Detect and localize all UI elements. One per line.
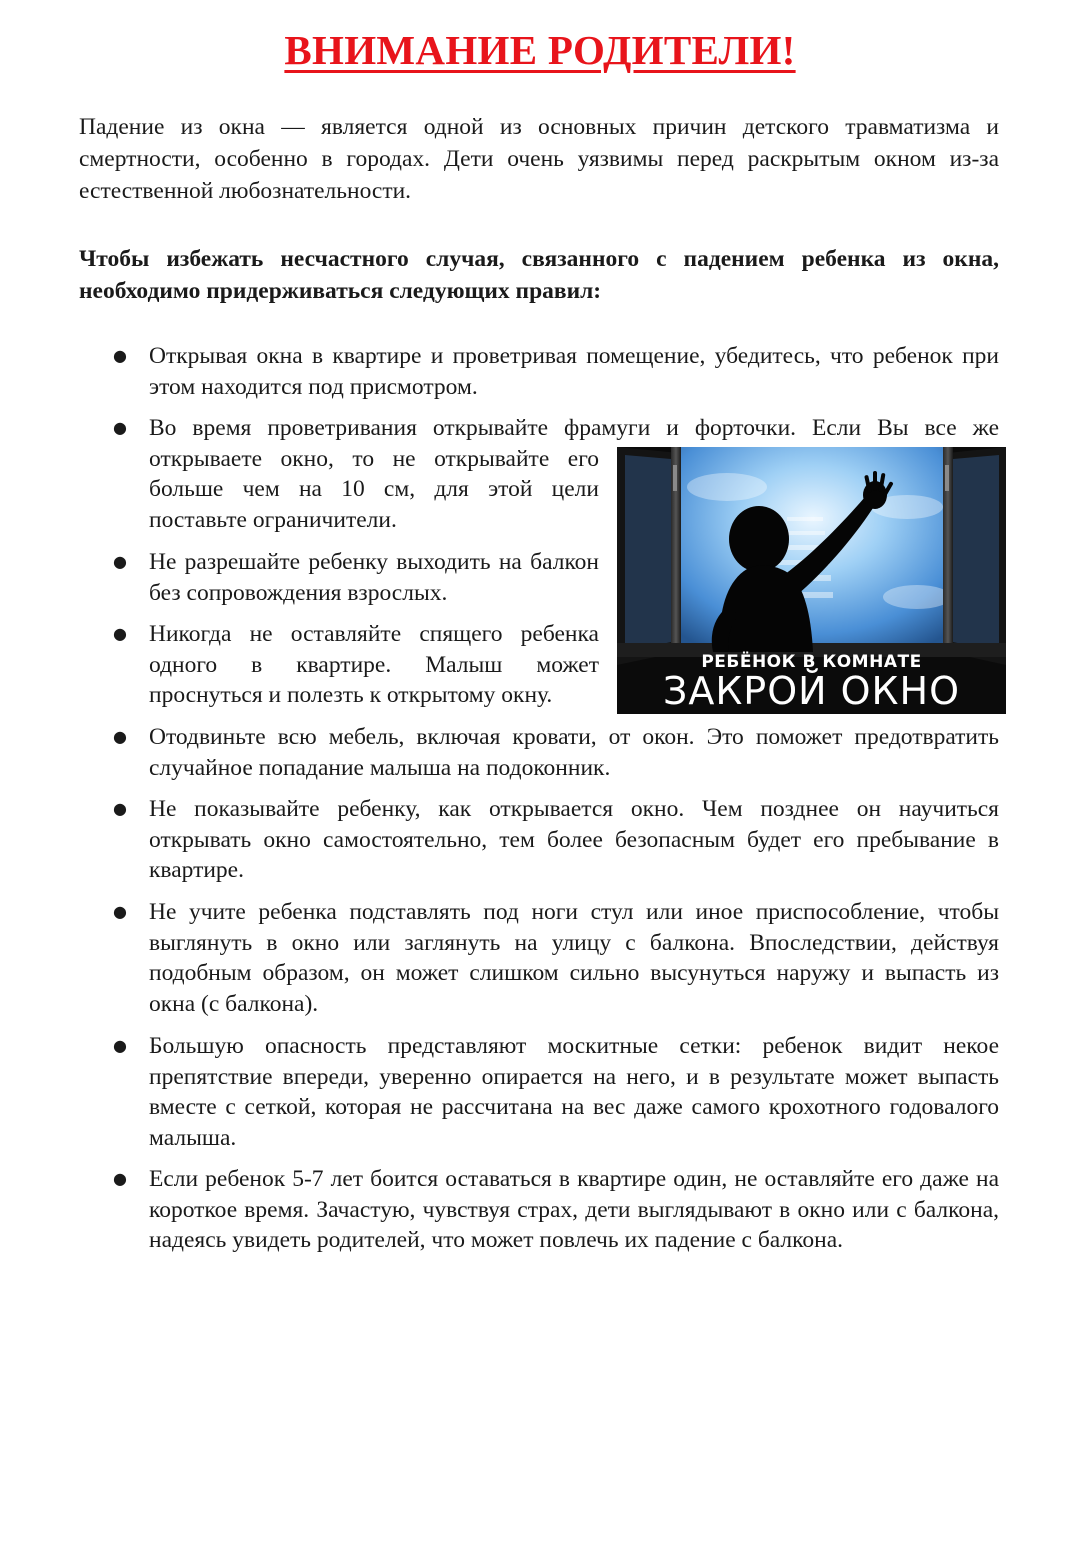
bullet-icon: ● (113, 902, 127, 921)
bullet-icon: ● (113, 418, 127, 437)
rule-item (113, 722, 999, 784)
bullet-icon: ● (113, 346, 127, 365)
rule-item (113, 547, 599, 609)
rule-item (113, 1031, 999, 1155)
bullet-icon: ● (113, 624, 127, 643)
bullet-icon: ● (113, 727, 127, 746)
bullet-icon: ● (113, 1036, 127, 1055)
rule-text: Отодвиньте всю мебель, включая кровати, от окон. Это поможет предотвратить случайное попадание малыша на подоконник. (149, 724, 999, 781)
rule-item (113, 897, 999, 1021)
rule-text: Не разрешайте ребенку выходить на балкон без сопровождения взрослых. (149, 549, 599, 606)
rule-item (113, 794, 999, 887)
intro-paragraph: Падение из окна — является одной из основных причин детского травматизма и смертности, особенно в городах. Дети очень уязвимы перед раскрытым окном из-за естественной любознательности. (79, 114, 999, 204)
rule-text-line-1: Во время проветривания открывайте фрамуги и форточки. Если Вы все же (149, 415, 999, 441)
poster-caption-small: РЕБЁНОК В КОМНАТЕ (701, 652, 922, 672)
bullet-icon: ● (113, 1169, 127, 1188)
rules-lead-paragraph: Чтобы избежать несчастного случая, связанного с падением ребенка из окна, необходимо придерживаться следующих правил: (79, 246, 999, 304)
rule-text: Не учите ребенка подставлять под ноги стул или иное приспособление, чтобы выглянуть в окно или заглянуть на улицу с балкона. Впоследствии, действуя подобным образом, он может слишком сильно высунуться наружу и выпасть из окна (с балкона). (149, 899, 999, 1017)
poster-caption-big: ЗАКРОЙ ОКНО (662, 669, 961, 713)
rule-item (113, 619, 599, 712)
rule-item (113, 1164, 999, 1288)
rule-text: Если ребенок 5-7 лет боится оставаться в квартире один, не оставляйте его даже на короткое время. Зачастую, чувствуя страх, дети выглядывают в окно или с балкона, надеясь увидеть родителей, что может повлечь их падение с балкона. (149, 1166, 999, 1253)
rule-item (113, 341, 999, 403)
rule-text: Никогда не оставляйте спящего ребенка одного в квартире. Малыш может проснуться и полезть к открытому окну. (149, 621, 599, 708)
page-title: ВНИМАНИЕ РОДИТЕЛИ! (284, 27, 796, 73)
close-window-poster (617, 447, 1006, 714)
bullet-icon: ● (113, 552, 127, 571)
rule-text: Большую опасность представляют москитные сетки: ребенок видит некое препятствие впереди, уверенно опирается на него, и в результате может выпасть вместе с сеткой, которая не рассчитана на вес даже самого крохотного годовалого малыша. (149, 1033, 999, 1151)
bullet-icon: ● (113, 799, 127, 818)
rule-text: Не показывайте ребенку, как открывается окно. Чем позднее он научиться открывать окно самостоятельно, тем более безопасным будет его пребывание в квартире. (149, 796, 999, 883)
rule-text: Открывая окна в квартире и проветривая помещение, убедитесь, что ребенок при этом находится под присмотром. (149, 343, 999, 400)
rule-text-rest: открываете окно, то не открывайте его больше чем на 10 см, для этой цели поставьте ограничители. (149, 445, 599, 533)
